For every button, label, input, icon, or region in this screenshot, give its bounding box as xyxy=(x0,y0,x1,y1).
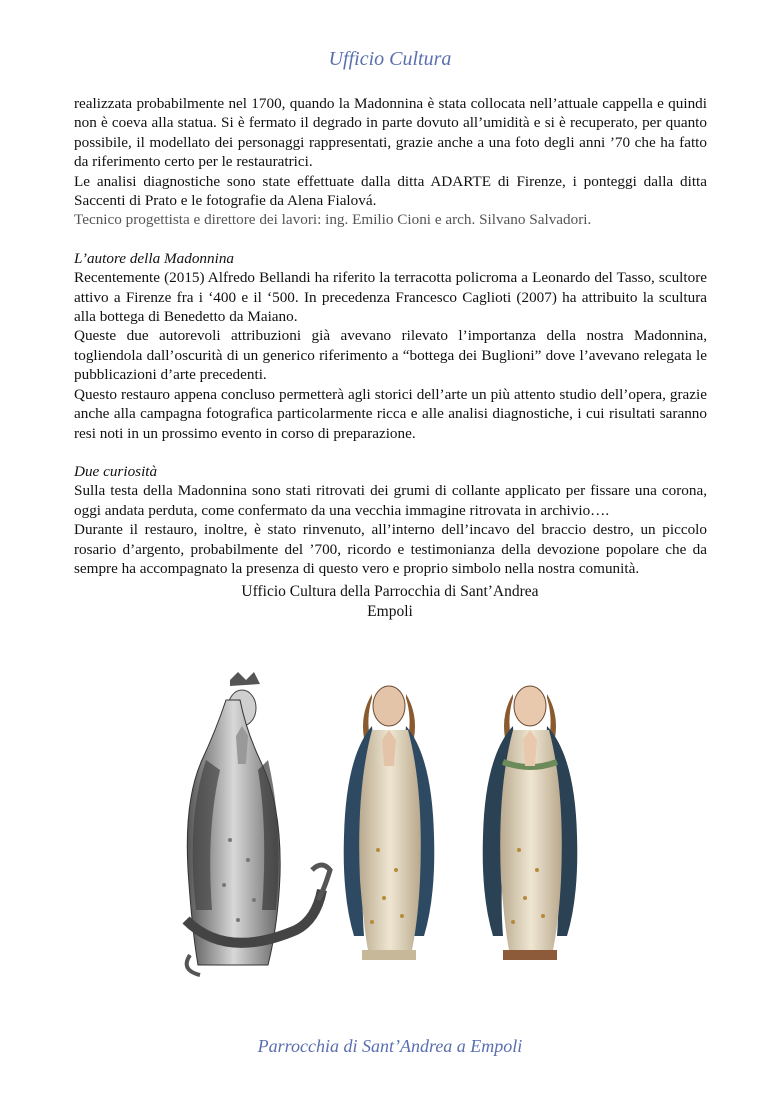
restored-statue-final xyxy=(483,686,578,960)
author-paragraph-1: Recentemente (2015) Alfredo Bellandi ha riferito la terracotta policroma a Leonardo del Tasso, scultore attivo a Firenze fra i ‘400 e il ‘500. In precedenza Francesco Caglioti (2007) ha attribuito la scultura alla bottega di Benedetto da Maiano. xyxy=(74,269,707,326)
statue-figures xyxy=(0,670,780,1000)
archive-photo-statue xyxy=(186,672,330,975)
section-title-author: L’autore della Madonnina xyxy=(74,249,235,267)
signature-line-2: Empoli xyxy=(367,603,413,620)
page-footer: Parrocchia di Sant’Andrea a Empoli xyxy=(257,1036,523,1056)
intro-paragraph-2: Le analisi diagnostiche sono state effettuate dalla ditta ADARTE di Firenze, i ponteggi dalla ditta Saccenti di Prato e le fotografie da Alena Fialová. xyxy=(74,172,707,210)
restored-statue-front xyxy=(344,686,435,960)
section-title-curiosities: Due curiosità xyxy=(74,462,158,480)
intro-paragraph-1: realizzata probabilmente nel 1700, quando la Madonnina è stata collocata nell’attuale cappella e quindi non è coeva alla statua. Si è fermato il degrado in parte dovuto all’umidità e si è recuperato, per quanto possibile, il modellato dei personaggi rappresentati, grazie anche a una foto degli anni ’70 che ha fatto da riferimento certo per le restauratrici. xyxy=(74,95,707,171)
author-paragraph-2: Queste due autorevoli attribuzioni già avevano rilevato l’importanza della nostra Madonnina, togliendola dall’oscurità di un generico riferimento a “bottega dei Buglioni” dove l’avevano relegata le pubblicazioni d’arte precedenti. xyxy=(74,327,707,384)
curiosities-paragraph-2: Durante il restauro, inoltre, è stato rinvenuto, all’interno dell’incavo del braccio destro, un piccolo rosario d’argento, probabilmente del ’700, ricordo e testimonianza della devozione popolare che da sempre ha accompagnato la presenza di questo vero e proprio simbolo nella nostra comunità. xyxy=(74,521,707,577)
signature-line-1: Ufficio Cultura della Parrocchia di Sant’Andrea xyxy=(241,583,539,600)
article-body xyxy=(74,94,707,578)
page-header: Ufficio Cultura xyxy=(328,48,452,70)
curiosities-paragraph-1: Sulla testa della Madonnina sono stati ritrovati dei grumi di collante applicato per fissare una corona, oggi andata perduta, come confermato da una vecchia immagine ritrovata in archivio…. xyxy=(74,482,707,519)
author-paragraph-3: Questo restauro appena concluso permetterà agli storici dell’arte un più attento studio dell’opera, grazie anche alla campagna fotografica particolarmente ricca e alle analisi diagnostiche, i cui risultati saranno resi noti in un prossimo evento in corso di preparazione. xyxy=(74,385,707,442)
intro-paragraph-3: Tecnico progettista e direttore dei lavori: ing. Emilio Cioni e arch. Silvano Salvadori. xyxy=(74,211,592,229)
signature-block xyxy=(0,582,780,622)
